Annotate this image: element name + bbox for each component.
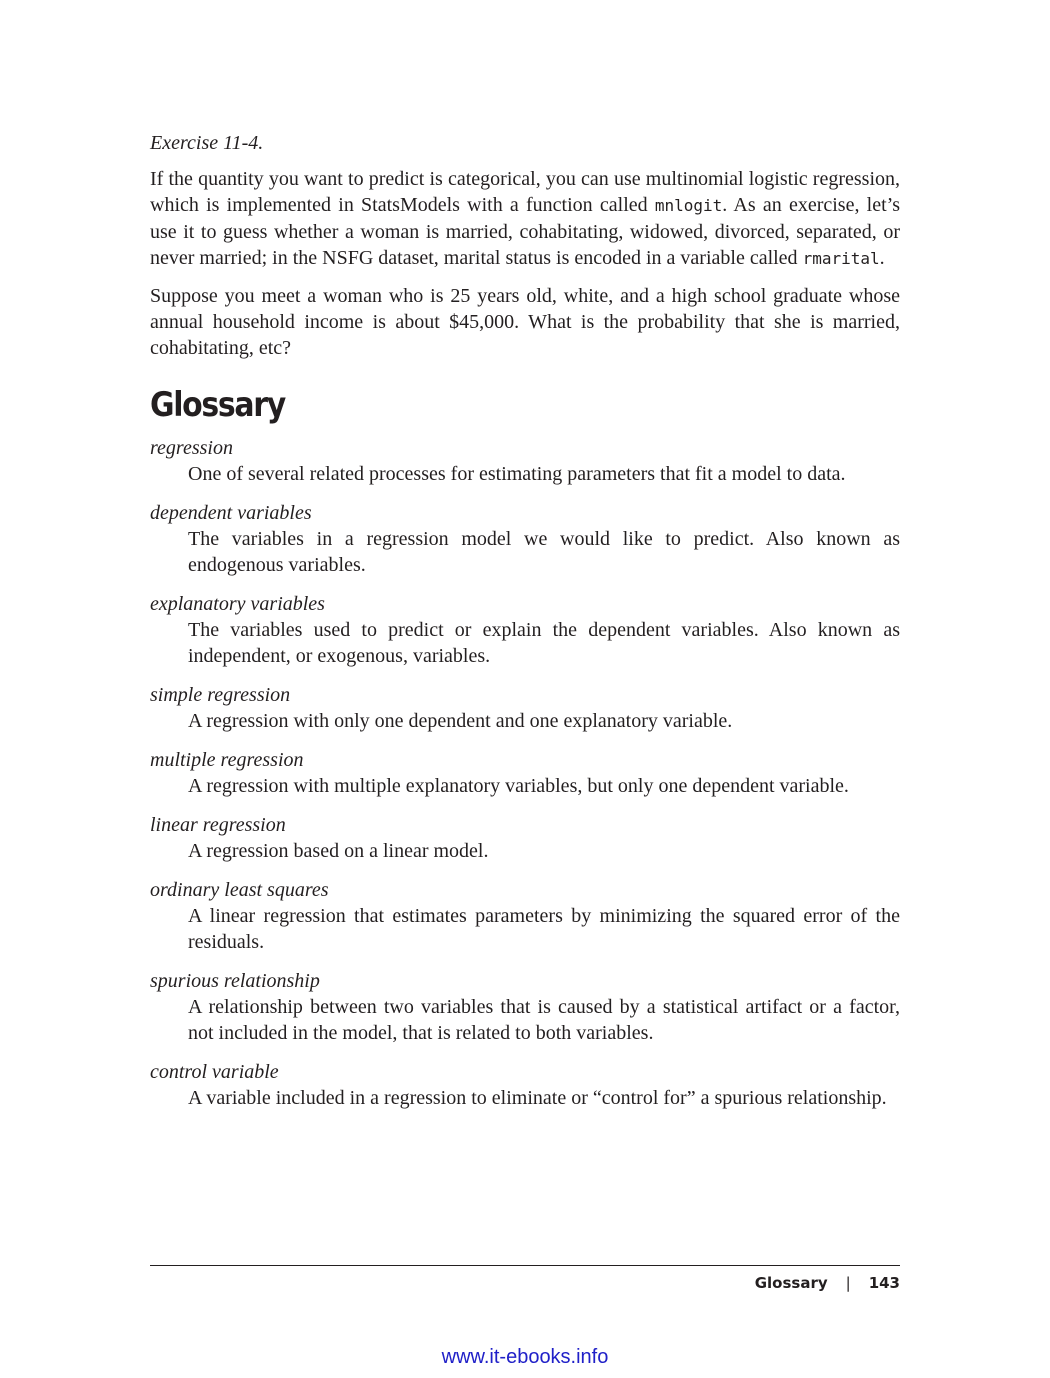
page-content (150, 130, 900, 1124)
glossary-heading: Glossary (150, 385, 285, 425)
watermark-link[interactable]: www.it-ebooks.info (441, 1346, 609, 1368)
glossary-definition: The variables used to predict or explain the dependent variables. Also known as independent, or exogenous, variables. (188, 619, 900, 667)
code-rmarital: rmarital (802, 249, 880, 268)
glossary-definition: A regression with multiple explanatory variables, but only one dependent variable. (188, 775, 849, 797)
code-mnlogit: mnlogit (654, 196, 723, 215)
glossary-definition: A relationship between two variables that is caused by a statistical artifact or a factor, not included in the model, that is related to both variables. (188, 996, 900, 1044)
glossary-term: dependent variables (150, 502, 312, 524)
glossary-term: explanatory variables (150, 593, 325, 615)
glossary-term: control variable (150, 1061, 279, 1083)
glossary-term: ordinary least squares (150, 879, 329, 901)
glossary-term: linear regression (150, 814, 286, 836)
footer-divider (150, 1265, 900, 1266)
page-number: 143 (868, 1274, 900, 1292)
footer-separator: | (845, 1274, 851, 1292)
exercise-text-a: If the quantity you want to predict is categorical, you can use multinomial logistic regression, which is implemented in StatsModels with a function called (150, 168, 900, 216)
exercise-text-b: . As an exercise, let’s use it to guess whether a woman is married, cohabitating, widowed, divorced, separated, or never married; in the NSFG dataset, marital status is encoded in a variable called (150, 194, 900, 269)
glossary-term: multiple regression (150, 749, 304, 771)
page-footer (755, 1272, 900, 1294)
glossary-definition: A regression based on a linear model. (188, 840, 489, 862)
glossary-list (150, 435, 900, 1111)
exercise-paragraph-2: Suppose you meet a woman who is 25 years old, white, and a high school graduate whose annual household income is about $45,000. What is the probability that she is married, cohabitating, etc? (150, 285, 900, 359)
exercise-paragraph-1 (150, 166, 900, 272)
glossary-definition: A variable included in a regression to eliminate or “control for” a spurious relationship. (188, 1087, 887, 1109)
glossary-definition: One of several related processes for estimating parameters that fit a model to data. (188, 463, 846, 485)
footer-section-title: Glossary (754, 1274, 828, 1292)
glossary-definition: A regression with only one dependent and one explanatory variable. (188, 710, 733, 732)
glossary-definition: The variables in a regression model we would like to predict. Also known as endogenous variables. (188, 528, 900, 576)
glossary-term: simple regression (150, 684, 291, 706)
exercise-text-c: . (879, 247, 885, 269)
glossary-definition: A linear regression that estimates parameters by minimizing the squared error of the residuals. (188, 905, 900, 953)
glossary-term: spurious relationship (150, 970, 320, 992)
glossary-term: regression (150, 437, 233, 459)
exercise-label: Exercise 11-4. (150, 132, 264, 154)
